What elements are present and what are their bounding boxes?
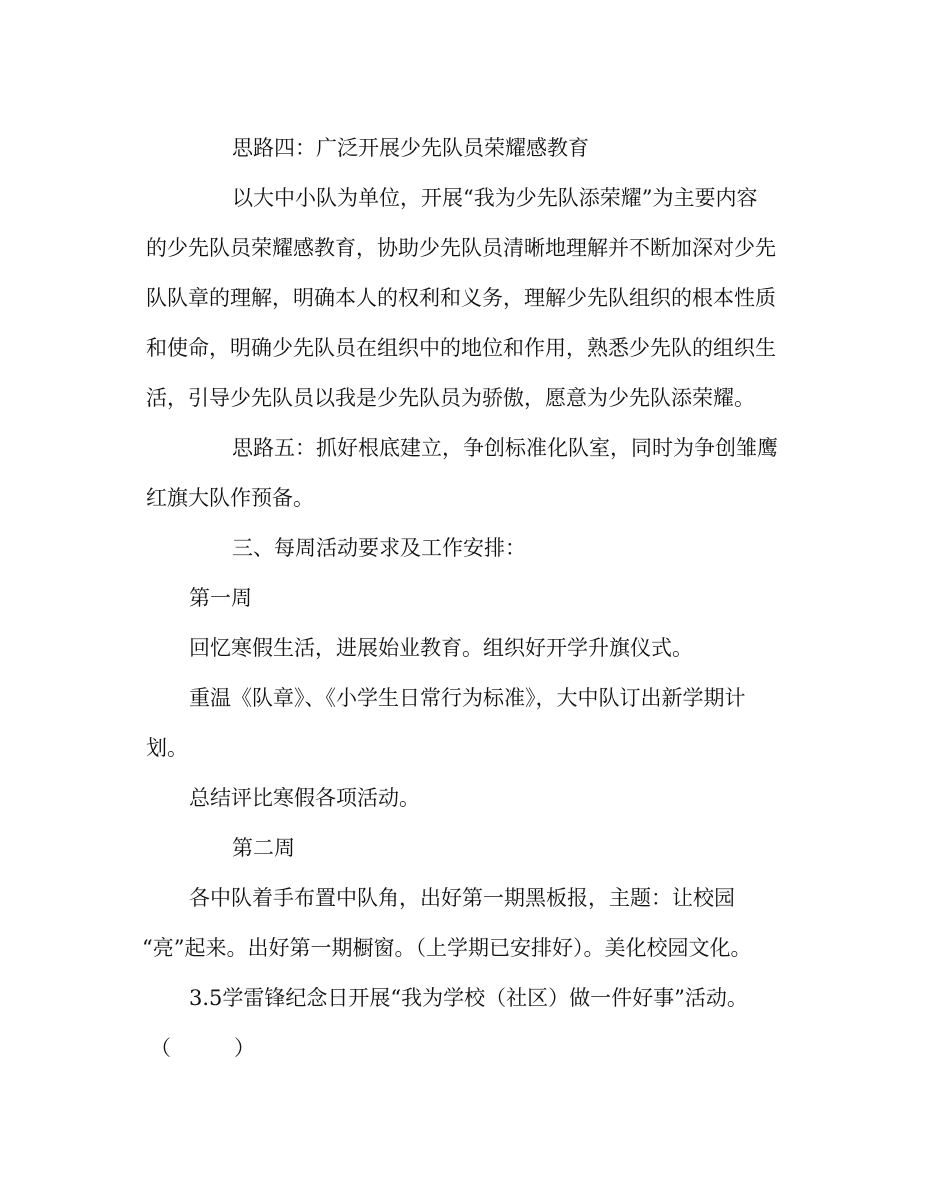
paragraph-line: 以大中小队为单位，开展“我为少先队添荣耀”为主要内容 [232, 186, 758, 210]
paragraph-line: 的少先队员荣耀感教育，协助少先队员清晰地理解并不断加深对少先 [146, 236, 776, 260]
paragraph-line: 重温《队章》、《小学生日常行为标准》，大中队订出新学期计 [189, 686, 746, 710]
heading-idea-four: 思路四：广泛开展少先队员荣耀感教育 [232, 136, 589, 160]
paragraph-line: 回忆寒假生活，进展始业教育。组织好开学升旗仪式。 [189, 636, 693, 660]
week-heading-1: 第一周 [189, 586, 252, 610]
week-heading-2: 第二周 [232, 836, 295, 860]
paragraph-line: 活，引导少先队员以我是少先队员为骄傲，愿意为少先队添荣耀。 [146, 386, 755, 410]
paragraph-line: 3.5学雷锋纪念日开展“我为学校（社区）做一件好事”活动。 [189, 986, 748, 1010]
paragraph-line: 划。 [146, 736, 188, 760]
paragraph-line: 总结评比寒假各项活动。 [189, 786, 420, 810]
paragraph-line: 和使命，明确少先队员在组织中的地位和作用，熟悉少先队的组织生 [146, 336, 776, 360]
section-heading: 三、每周活动要求及工作安排： [232, 536, 526, 560]
blank-parenthesis: （ ） [150, 1036, 255, 1060]
paragraph-line: 红旗大队作预备。 [146, 486, 314, 510]
heading-idea-five: 思路五：抓好根底建立，争创标准化队室，同时为争创雏鹰 [232, 436, 778, 460]
paragraph-line: 队队章的理解，明确本人的权利和义务，理解少先队组织的根本性质 [146, 286, 776, 310]
paragraph-line: 各中队着手布置中队角，出好第一期黑板报，主题：让校园 [189, 886, 735, 910]
paragraph-line: “亮”起来。出好第一期橱窗。（上学期已安排好）。美化校园文化。 [142, 936, 752, 960]
